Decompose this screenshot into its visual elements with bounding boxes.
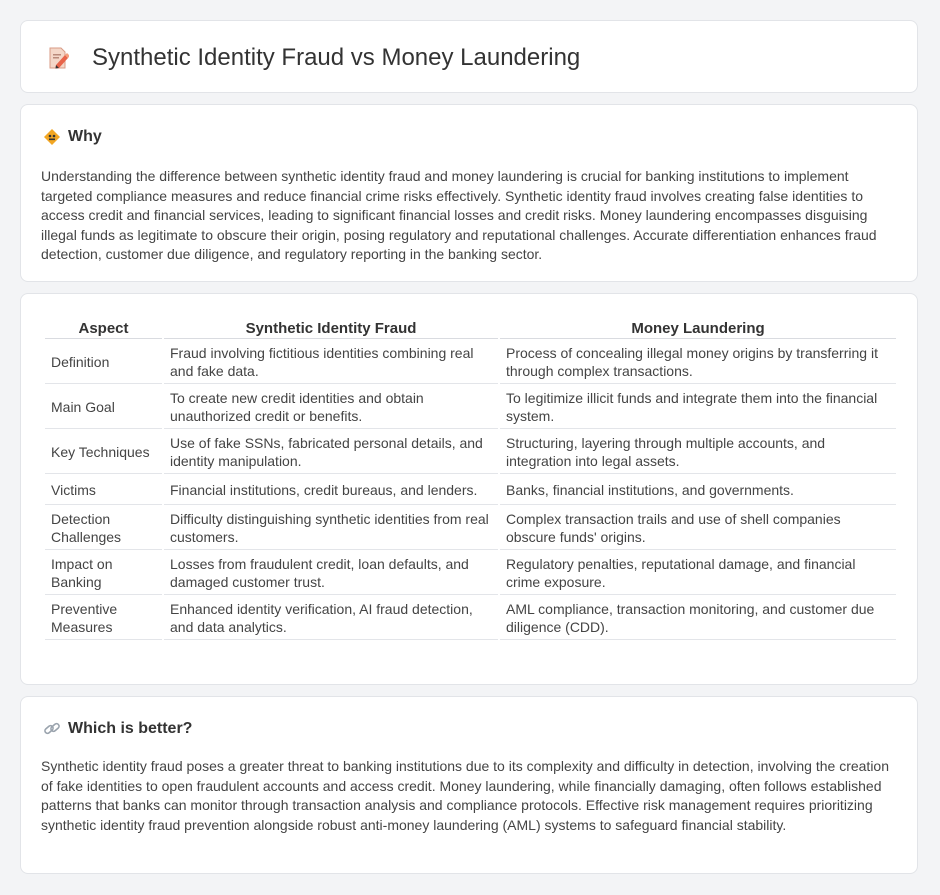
header-money-laundering: Money Laundering [500,316,896,339]
why-text: Understanding the difference between synthetic identity fraud and money laundering is crucial for banking institutions to implement targeted compliance measures and reduce financial crime risks effectively. Synthetic identity fraud involves creating false identities to access credit and financial services, leading to significant financial losses and credit risks. Money laundering encompasses disguising illegal funds as legitimate to obscure their origin, posing regulatory and reputational challenges. Accurate differentiation enhances fraud detection, customer due diligence, and regulatory reporting in the banking sector. [41,168,877,263]
fraud-cell: Difficulty distinguishing synthetic identities from real customers. [164,507,498,550]
better-text: Synthetic identity fraud poses a greater threat to banking institutions due to its complexity and difficulty in detection, involving the creation of fake identities to open fraudulent accounts and access credit. Money laundering, while financially damaging, often follows established patterns that banks can monitor through transaction analysis and compliance protocols. Effective risk management requires prioritizing synthetic identity fraud prevention alongside robust anti-money laundering (AML) systems to safeguard financial stability. [41,758,890,833]
fraud-cell: Financial institutions, credit bureaus, and lenders. [164,476,498,505]
header-card [20,20,918,93]
page-title: Synthetic Identity Fraud vs Money Laundering [92,44,581,71]
comparison-table-card [20,293,918,685]
better-title: Which is better? [68,720,193,737]
table-row [45,431,896,474]
link-icon [43,720,61,738]
aspect-cell: Key Techniques [45,431,162,474]
laundering-cell: To legitimize illicit funds and integrate them into the financial system. [500,386,896,429]
laundering-cell: Complex transaction trails and use of shell companies obscure funds' origins. [500,507,896,550]
header-synthetic-identity-fraud: Synthetic Identity Fraud [164,316,498,339]
fraud-cell: Fraud involving fictitious identities combining real and fake data. [164,341,498,384]
which-is-better-section [20,696,918,874]
table-row [45,476,896,505]
aspect-cell: Definition [45,341,162,384]
table-row [45,386,896,429]
warning-sign-icon [43,128,61,146]
document-pencil-icon [47,46,69,70]
laundering-cell: Banks, financial institutions, and governments. [500,476,896,505]
table-row [45,507,896,550]
table-row [45,552,896,595]
fraud-cell: To create new credit identities and obtain unauthorized credit or benefits. [164,386,498,429]
aspect-cell: Main Goal [45,386,162,429]
laundering-cell: Structuring, layering through multiple accounts, and integration into legal assets. [500,431,896,474]
aspect-cell: Victims [45,476,162,505]
aspect-cell: Impact on Banking [45,552,162,595]
comparison-table [43,314,898,642]
laundering-cell: Process of concealing illegal money origins by transferring it through complex transactions. [500,341,896,384]
fraud-cell: Use of fake SSNs, fabricated personal details, and identity manipulation. [164,431,498,474]
aspect-cell: Preventive Measures [45,597,162,640]
fraud-cell: Losses from fraudulent credit, loan defaults, and damaged customer trust. [164,552,498,595]
table-header-row [45,316,896,339]
why-section [20,104,918,282]
laundering-cell: Regulatory penalties, reputational damage, and financial crime exposure. [500,552,896,595]
fraud-cell: Enhanced identity verification, AI fraud detection, and data analytics. [164,597,498,640]
better-heading [43,719,192,739]
table-row [45,597,896,640]
laundering-cell: AML compliance, transaction monitoring, and customer due diligence (CDD). [500,597,896,640]
header-aspect: Aspect [45,316,162,339]
why-heading [43,127,102,147]
aspect-cell: Detection Challenges [45,507,162,550]
table-row [45,341,896,384]
why-title: Why [68,128,102,145]
